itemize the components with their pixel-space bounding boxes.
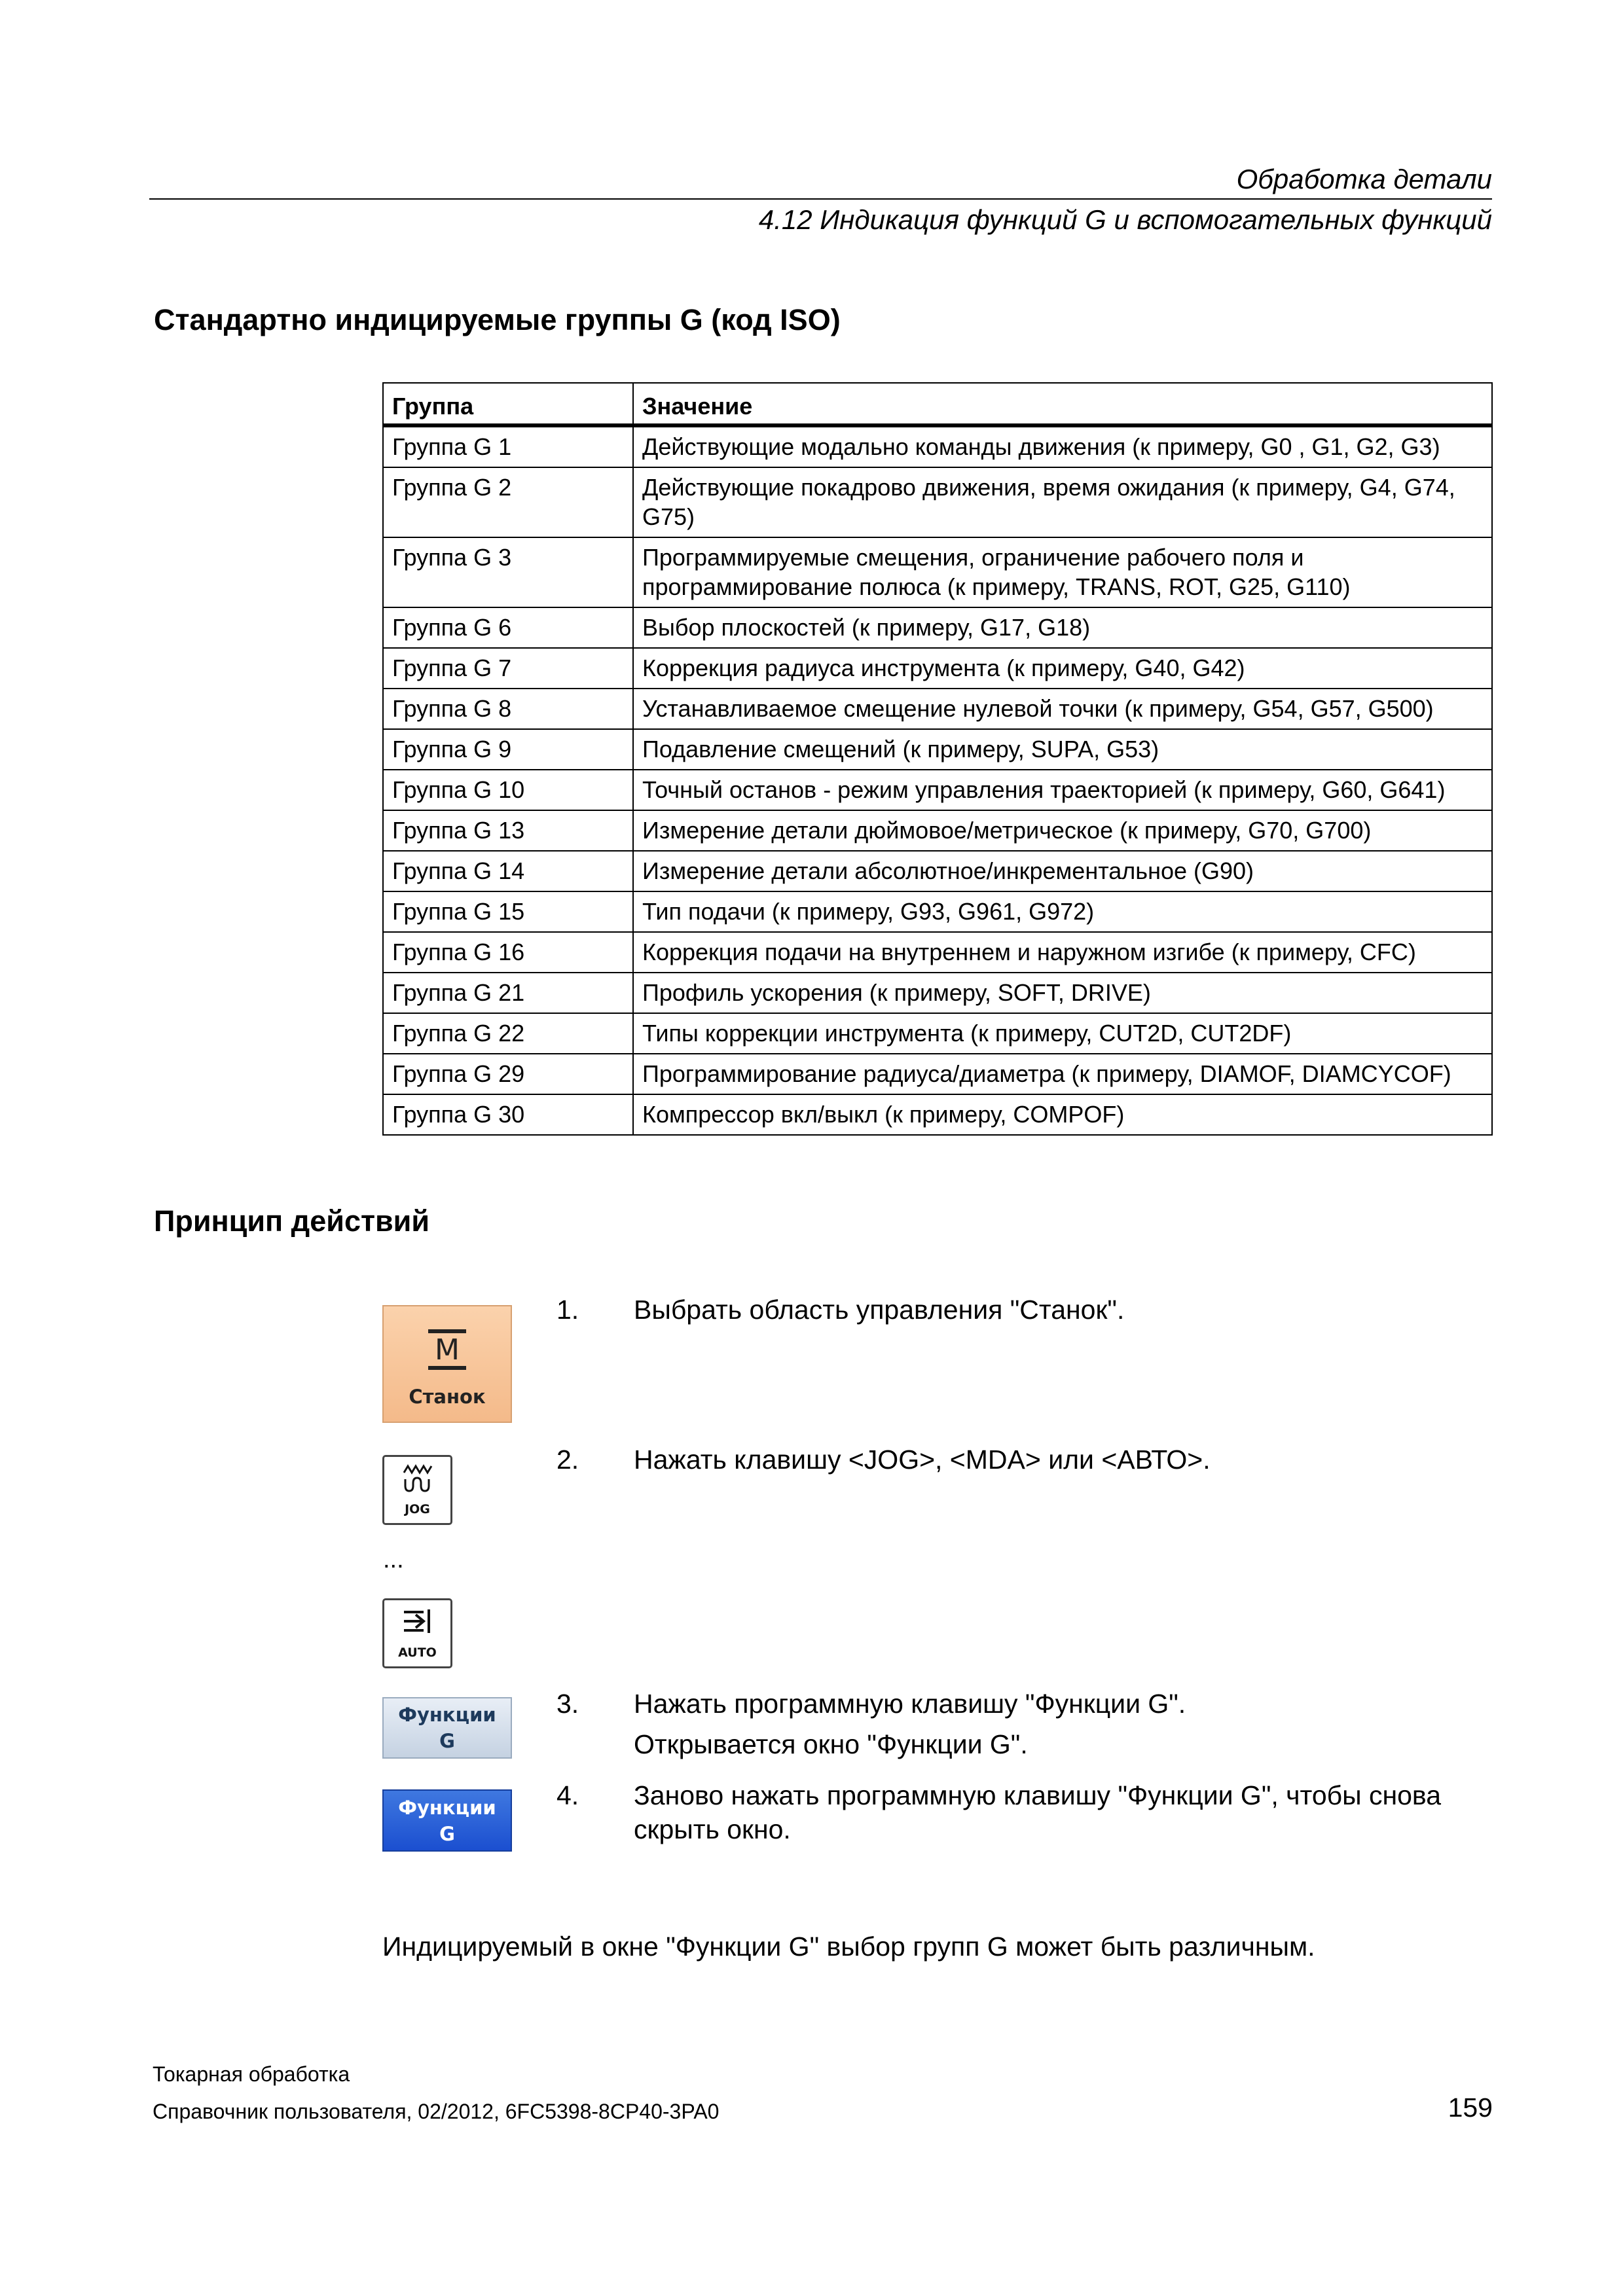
table-row [383, 1094, 1492, 1135]
g-meaning-cell: Выбор плоскостей (к примеру, G17, G18) [633, 607, 1492, 648]
machine-icon: M [428, 1329, 466, 1370]
column-header-group: Группа [383, 383, 633, 425]
table-row [383, 770, 1492, 810]
jog-key[interactable] [382, 1455, 452, 1525]
machine-softkey-label: Станок [409, 1386, 486, 1408]
g-group-cell: Группа G 7 [383, 648, 633, 689]
g-group-cell: Группа G 15 [383, 891, 633, 932]
step-4-number: 4. [556, 1780, 579, 1810]
g-meaning-cell: Устанавливаемое смещение нулевой точки (к примеру, G54, G57, G500) [633, 689, 1492, 729]
g-group-cell: Группа G 10 [383, 770, 633, 810]
step-1-number: 1. [556, 1295, 579, 1325]
g-meaning-cell: Коррекция радиуса инструмента (к примеру, G40, G42) [633, 648, 1492, 689]
table-row [383, 648, 1492, 689]
g-meaning-cell: Программируемые смещения, ограничение рабочего поля и программирование полюса (к примеру, TRANS, ROT, G25, G110) [633, 537, 1492, 607]
table-row [383, 891, 1492, 932]
g-group-cell: Группа G 2 [383, 467, 633, 537]
g-meaning-cell: Действующие покадрово движения, время ожидания (к примеру, G4, G74, G75) [633, 467, 1492, 537]
step-2-text: Нажать клавишу <JOG>, <MDA> или <АВТО>. [634, 1444, 1211, 1475]
g-functions-softkey-active[interactable] [382, 1789, 512, 1852]
g-meaning-cell: Тип подачи (к примеру, G93, G961, G972) [633, 891, 1492, 932]
column-header-meaning: Значение [633, 383, 1492, 425]
g-group-cell: Группа G 29 [383, 1054, 633, 1094]
g-group-cell: Группа G 16 [383, 932, 633, 973]
table-row [383, 810, 1492, 851]
table-row [383, 1013, 1492, 1054]
footer-book-title: Токарная обработка [153, 2062, 350, 2086]
g-functions-active-label-line1: Функции [398, 1796, 496, 1819]
table-row [383, 537, 1492, 607]
g-meaning-cell: Компрессор вкл/выкл (к примеру, COMPOF) [633, 1094, 1492, 1135]
step-2-number: 2. [556, 1444, 579, 1475]
g-meaning-cell: Действующие модально команды движения (к примеру, G0 , G1, G2, G3) [633, 425, 1492, 467]
header-rule [149, 198, 1492, 200]
table-row [383, 851, 1492, 891]
g-group-cell: Группа G 22 [383, 1013, 633, 1054]
step-3-result: Открывается окно "Функции G". [634, 1729, 1028, 1759]
g-group-cell: Группа G 3 [383, 537, 633, 607]
auto-key-label: AUTO [398, 1645, 437, 1660]
section-heading-gcode-groups: Стандартно индицируемые группы G (код ISO) [154, 303, 841, 336]
section-subtitle: 4.12 Индикация функций G и вспомогательных функций [758, 204, 1492, 235]
step-3-text: Нажать программную клавишу "Функции G". [634, 1689, 1186, 1719]
g-meaning-cell: Программирование радиуса/диаметра (к примеру, DIAMOF, DIAMCYCOF) [633, 1054, 1492, 1094]
jog-key-label: JOG [405, 1502, 430, 1516]
g-functions-softkey[interactable] [382, 1697, 512, 1759]
table-row [383, 689, 1492, 729]
g-group-cell: Группа G 13 [383, 810, 633, 851]
table-row [383, 425, 1492, 467]
table-row [383, 1054, 1492, 1094]
table-row [383, 607, 1492, 648]
footer-manual-info: Справочник пользователя, 02/2012, 6FC5398-8CP40-3PA0 [153, 2100, 720, 2123]
g-group-cell: Группа G 30 [383, 1094, 633, 1135]
table-row [383, 932, 1492, 973]
table-row [383, 467, 1492, 537]
g-meaning-cell: Типы коррекции инструмента (к примеру, CUT2D, CUT2DF) [633, 1013, 1492, 1054]
g-meaning-cell: Подавление смещений (к примеру, SUPA, G53) [633, 729, 1492, 770]
step-3-number: 3. [556, 1689, 579, 1719]
g-group-cell: Группа G 1 [383, 425, 633, 467]
g-groups-table [382, 382, 1493, 1136]
table-row [383, 729, 1492, 770]
ellipsis: ... [383, 1546, 404, 1573]
g-functions-softkey-label-line1: Функции [398, 1704, 496, 1726]
g-group-cell: Группа G 21 [383, 973, 633, 1013]
g-group-cell: Группа G 9 [383, 729, 633, 770]
table-row [383, 973, 1492, 1013]
table-header-row [383, 383, 1492, 425]
g-meaning-cell: Измерение детали дюймовое/метрическое (к примеру, G70, G700) [633, 810, 1492, 851]
page-number: 159 [1448, 2092, 1493, 2123]
machine-area-softkey[interactable] [382, 1305, 512, 1423]
section-heading-procedure: Принцип действий [154, 1204, 429, 1238]
chapter-title: Обработка детали [1236, 164, 1492, 194]
arrow-into-bar-icon [401, 1607, 434, 1641]
g-functions-active-label-line2: G [439, 1822, 455, 1845]
note-text: Индицируемый в окне "Функции G" выбор групп G может быть различным. [382, 1931, 1315, 1962]
step-1-text: Выбрать область управления "Станок". [634, 1295, 1125, 1325]
g-group-cell: Группа G 6 [383, 607, 633, 648]
g-meaning-cell: Измерение детали абсолютное/инкрементальное (G90) [633, 851, 1492, 891]
step-4-text: Заново нажать программную клавишу "Функции G", чтобы снова скрыть окно. [634, 1780, 1442, 1844]
g-group-cell: Группа G 14 [383, 851, 633, 891]
auto-key[interactable] [382, 1598, 452, 1668]
g-meaning-cell: Профиль ускорения (к примеру, SOFT, DRIVE) [633, 973, 1492, 1013]
wave-icon [401, 1463, 434, 1498]
g-group-cell: Группа G 8 [383, 689, 633, 729]
g-meaning-cell: Коррекция подачи на внутреннем и наружном изгибе (к примеру, CFC) [633, 932, 1492, 973]
g-meaning-cell: Точный останов - режим управления траекторией (к примеру, G60, G641) [633, 770, 1492, 810]
g-functions-softkey-label-line2: G [439, 1730, 455, 1752]
